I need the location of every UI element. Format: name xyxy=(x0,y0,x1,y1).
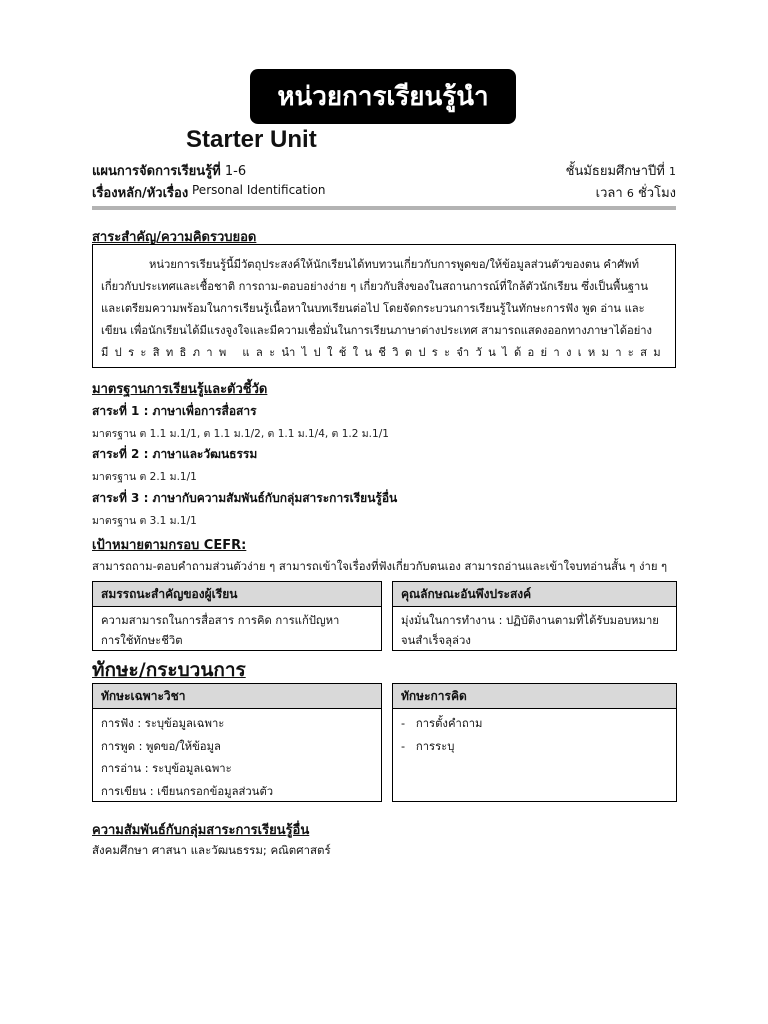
plan-number xyxy=(92,160,246,181)
subject-skill-line: การพูด : พูดขอ/ให้ข้อมูล xyxy=(101,739,221,753)
unit-title-thai: หน่วยการเรียนรู้นำ xyxy=(277,82,489,112)
characteristics-header: คุณลักษณะอันพึงประสงค์ xyxy=(393,582,676,607)
cefr-heading: เป้าหมายตามกรอบ CEFR: xyxy=(92,538,247,553)
strand-2-title: สาระที่ 2 : ภาษาและวัฒนธรรม xyxy=(92,447,258,461)
time-label: เวลา xyxy=(595,186,623,201)
subject-skills-body xyxy=(93,709,381,807)
characteristics-line: จนสำเร็จลุล่วง xyxy=(401,634,471,647)
strand-1-title: สาระที่ 1 : ภาษาเพื่อการสื่อสาร xyxy=(92,404,257,418)
plan-value: 1-6 xyxy=(224,164,247,179)
strand-3-standards: มาตรฐาน ต 3.1 ม.1/1 xyxy=(92,515,197,527)
plan-label: แผนการจัดการเรียนรู้ที่ xyxy=(92,164,221,179)
summary-line: และเตรียมความพร้อมในการเรียนรู้เนื้อหาในบทเรียนต่อไป โดยจัดกระบวนการเรียนรู้ในทักษะการฟัง พูด อ่าน และ xyxy=(101,302,645,315)
competency-header: สมรรถนะสำคัญของผู้เรียน xyxy=(93,582,381,607)
competency-box xyxy=(92,581,382,651)
summary-heading: สาระสำคัญ/ความคิดรวบยอด xyxy=(92,230,257,245)
time-allotment xyxy=(596,182,676,203)
related-heading: ความสัมพันธ์กับกลุ่มสาระการเรียนรู้อื่น xyxy=(92,823,310,838)
grade-value: 1 xyxy=(669,165,676,178)
topic-label: เรื่องหลัก/หัวเรื่อง xyxy=(92,186,189,201)
strand-1-standards: มาตรฐาน ต 1.1 ม.1/1, ต 1.1 ม.1/2, ต 1.1 ม.1/4, ต 1.2 ม.1/1 xyxy=(92,428,389,440)
summary-line: หน่วยการเรียนรู้นี้มีวัตถุประสงค์ให้นักเรียนได้ทบทวนเกี่ยวกับการพูดขอ/ให้ข้อมูลส่วนตัวของตน คำศัพท์ xyxy=(149,258,639,271)
topic-value: Personal Identification xyxy=(192,183,326,197)
subject-skill-line: การอ่าน : ระบุข้อมูลเฉพาะ xyxy=(101,762,232,775)
characteristics-body xyxy=(393,607,676,655)
related-subjects: สังคมศึกษา ศาสนา และวัฒนธรรม; คณิตศาสตร์ xyxy=(92,843,331,857)
cefr-description: สามารถถาม-ตอบคำถามส่วนตัวง่าย ๆ สามารถเข้าใจเรื่องที่ฟังเกี่ยวกับตนเอง สามารถอ่านและเข้าใจบทอ่านสั้น ๆ ง่าย ๆ xyxy=(92,560,668,573)
skills-heading: ทักษะ/กระบวนการ xyxy=(92,659,246,681)
strand-3-title: สาระที่ 3 : ภาษากับความสัมพันธ์กับกลุ่มสาระการเรียนรู้อื่น xyxy=(92,491,398,505)
summary-line: เขียน เพื่อนักเรียนได้มีแรงจูงใจและมีความเชื่อมั่นในการเรียนภาษาต่างประเทศ สามารถแสดงออกทางภาษาได้อย่าง xyxy=(101,324,653,337)
competency-line: การใช้ทักษะชีวิต xyxy=(101,634,183,647)
thinking-skills-box xyxy=(392,683,677,802)
subject-skill-line: การฟัง : ระบุข้อมูลเฉพาะ xyxy=(101,717,225,730)
subject-skills-box xyxy=(92,683,382,802)
summary-line: มีประสิทธิภาพ และนำไปใช้ในชีวิตประจำวันได้อย่างเหมาะสม xyxy=(101,346,667,359)
grade-level xyxy=(566,160,676,181)
thinking-skills-body xyxy=(393,709,676,762)
standards-heading: มาตรฐานการเรียนรู้และตัวชี้วัด xyxy=(92,382,268,397)
header-divider xyxy=(92,206,676,210)
summary-line: เกี่ยวกับประเทศและเชื้อชาติ การถาม-ตอบอย่างง่าย ๆ เกี่ยวกับสิ่งของในสถานการณ์ที่ใกล้ตัวนักเรียน ซึ่งเป็นพื้นฐาน xyxy=(101,280,648,293)
unit-title-english: Starter Unit xyxy=(186,126,317,153)
thinking-skill-line: - การตั้งคำถาม xyxy=(401,717,483,730)
summary-box xyxy=(92,244,676,368)
competency-line: ความสามารถในการสื่อสาร การคิด การแก้ปัญหา xyxy=(101,614,340,627)
competency-body xyxy=(93,607,381,655)
grade-label: ชั้นมัธยมศึกษาปีที่ xyxy=(565,164,665,179)
strand-2-standards: มาตรฐาน ต 2.1 ม.1/1 xyxy=(92,471,197,483)
time-value: 6 xyxy=(626,187,634,200)
subject-skill-line: การเขียน : เขียนกรอกข้อมูลส่วนตัว xyxy=(101,784,274,798)
thinking-skill-line: - การระบุ xyxy=(401,739,455,753)
time-unit: ชั่วโมง xyxy=(637,186,676,201)
subject-skills-header: ทักษะเฉพาะวิชา xyxy=(93,684,381,709)
thinking-skills-header: ทักษะการคิด xyxy=(393,684,676,709)
characteristics-box xyxy=(392,581,677,651)
unit-title-banner xyxy=(250,69,516,124)
characteristics-line: มุ่งมั่นในการทำงาน : ปฏิบัติงานตามที่ได้รับมอบหมาย xyxy=(401,614,659,627)
